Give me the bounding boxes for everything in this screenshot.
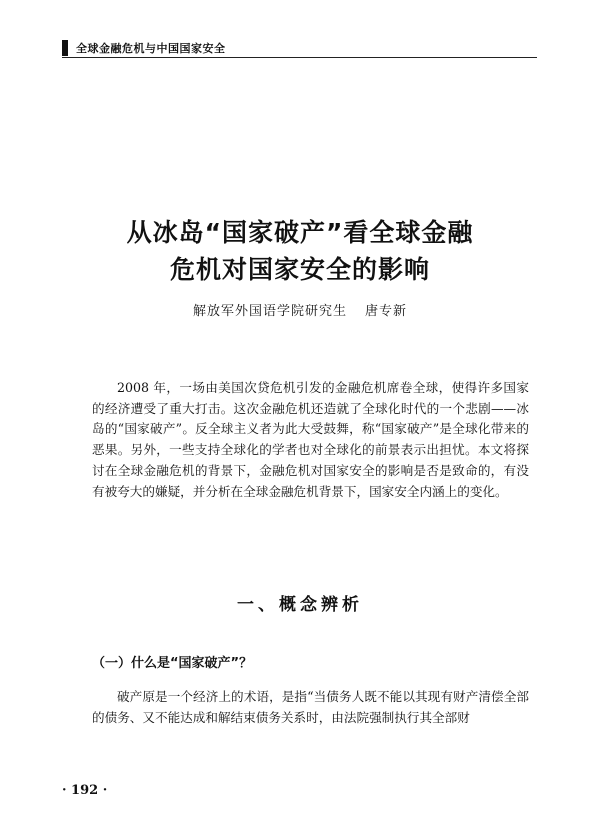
article-title [60, 214, 540, 288]
header-marker [62, 40, 68, 56]
abstract-paragraph: 2008 年，一场由美国次贷危机引发的金融危机席卷全球，使得许多国家的经济遭受了重大打击。这次金融危机还造就了全球化时代的一个悲剧——冰岛的“国家破产”。反全球主义者为此大受鼓舞，称“国家破产”是全球化带来的恶果。另外，一些支持全球化的学者也对全球化的前景表示出担忧。本文将探讨在全球金融危机的背景下，金融危机对国家安全的影响是否是致命的，有没有被夸大的嫌疑，并分析在全球金融危机背景下，国家安全内涵上的变化。 [92, 380, 529, 499]
author-name: 唐专新 [365, 304, 408, 319]
article-title-line-1: 从冰岛“国家破产”看全球金融 [126, 218, 474, 247]
running-title: 全球金融危机与中国国家安全 [76, 42, 226, 55]
subsection-heading: （一）什么是“国家破产”？ [92, 656, 253, 671]
author-affiliation: 解放军外国语学院研究生 [192, 304, 347, 319]
header-rule [62, 57, 537, 58]
page-number: · 192 · [62, 783, 108, 798]
author-line [60, 300, 540, 319]
body-paragraph: 破产原是一个经济上的术语，是指“当债务人既不能以其现有财产清偿全部的债务、又不能达成和解结束债务关系时，由法院强制执行其全部财 [92, 689, 529, 725]
running-header [62, 38, 537, 60]
article-title-line-2: 危机对国家安全的影响 [169, 255, 430, 284]
section-heading: 一、概念辨析 [237, 595, 363, 615]
